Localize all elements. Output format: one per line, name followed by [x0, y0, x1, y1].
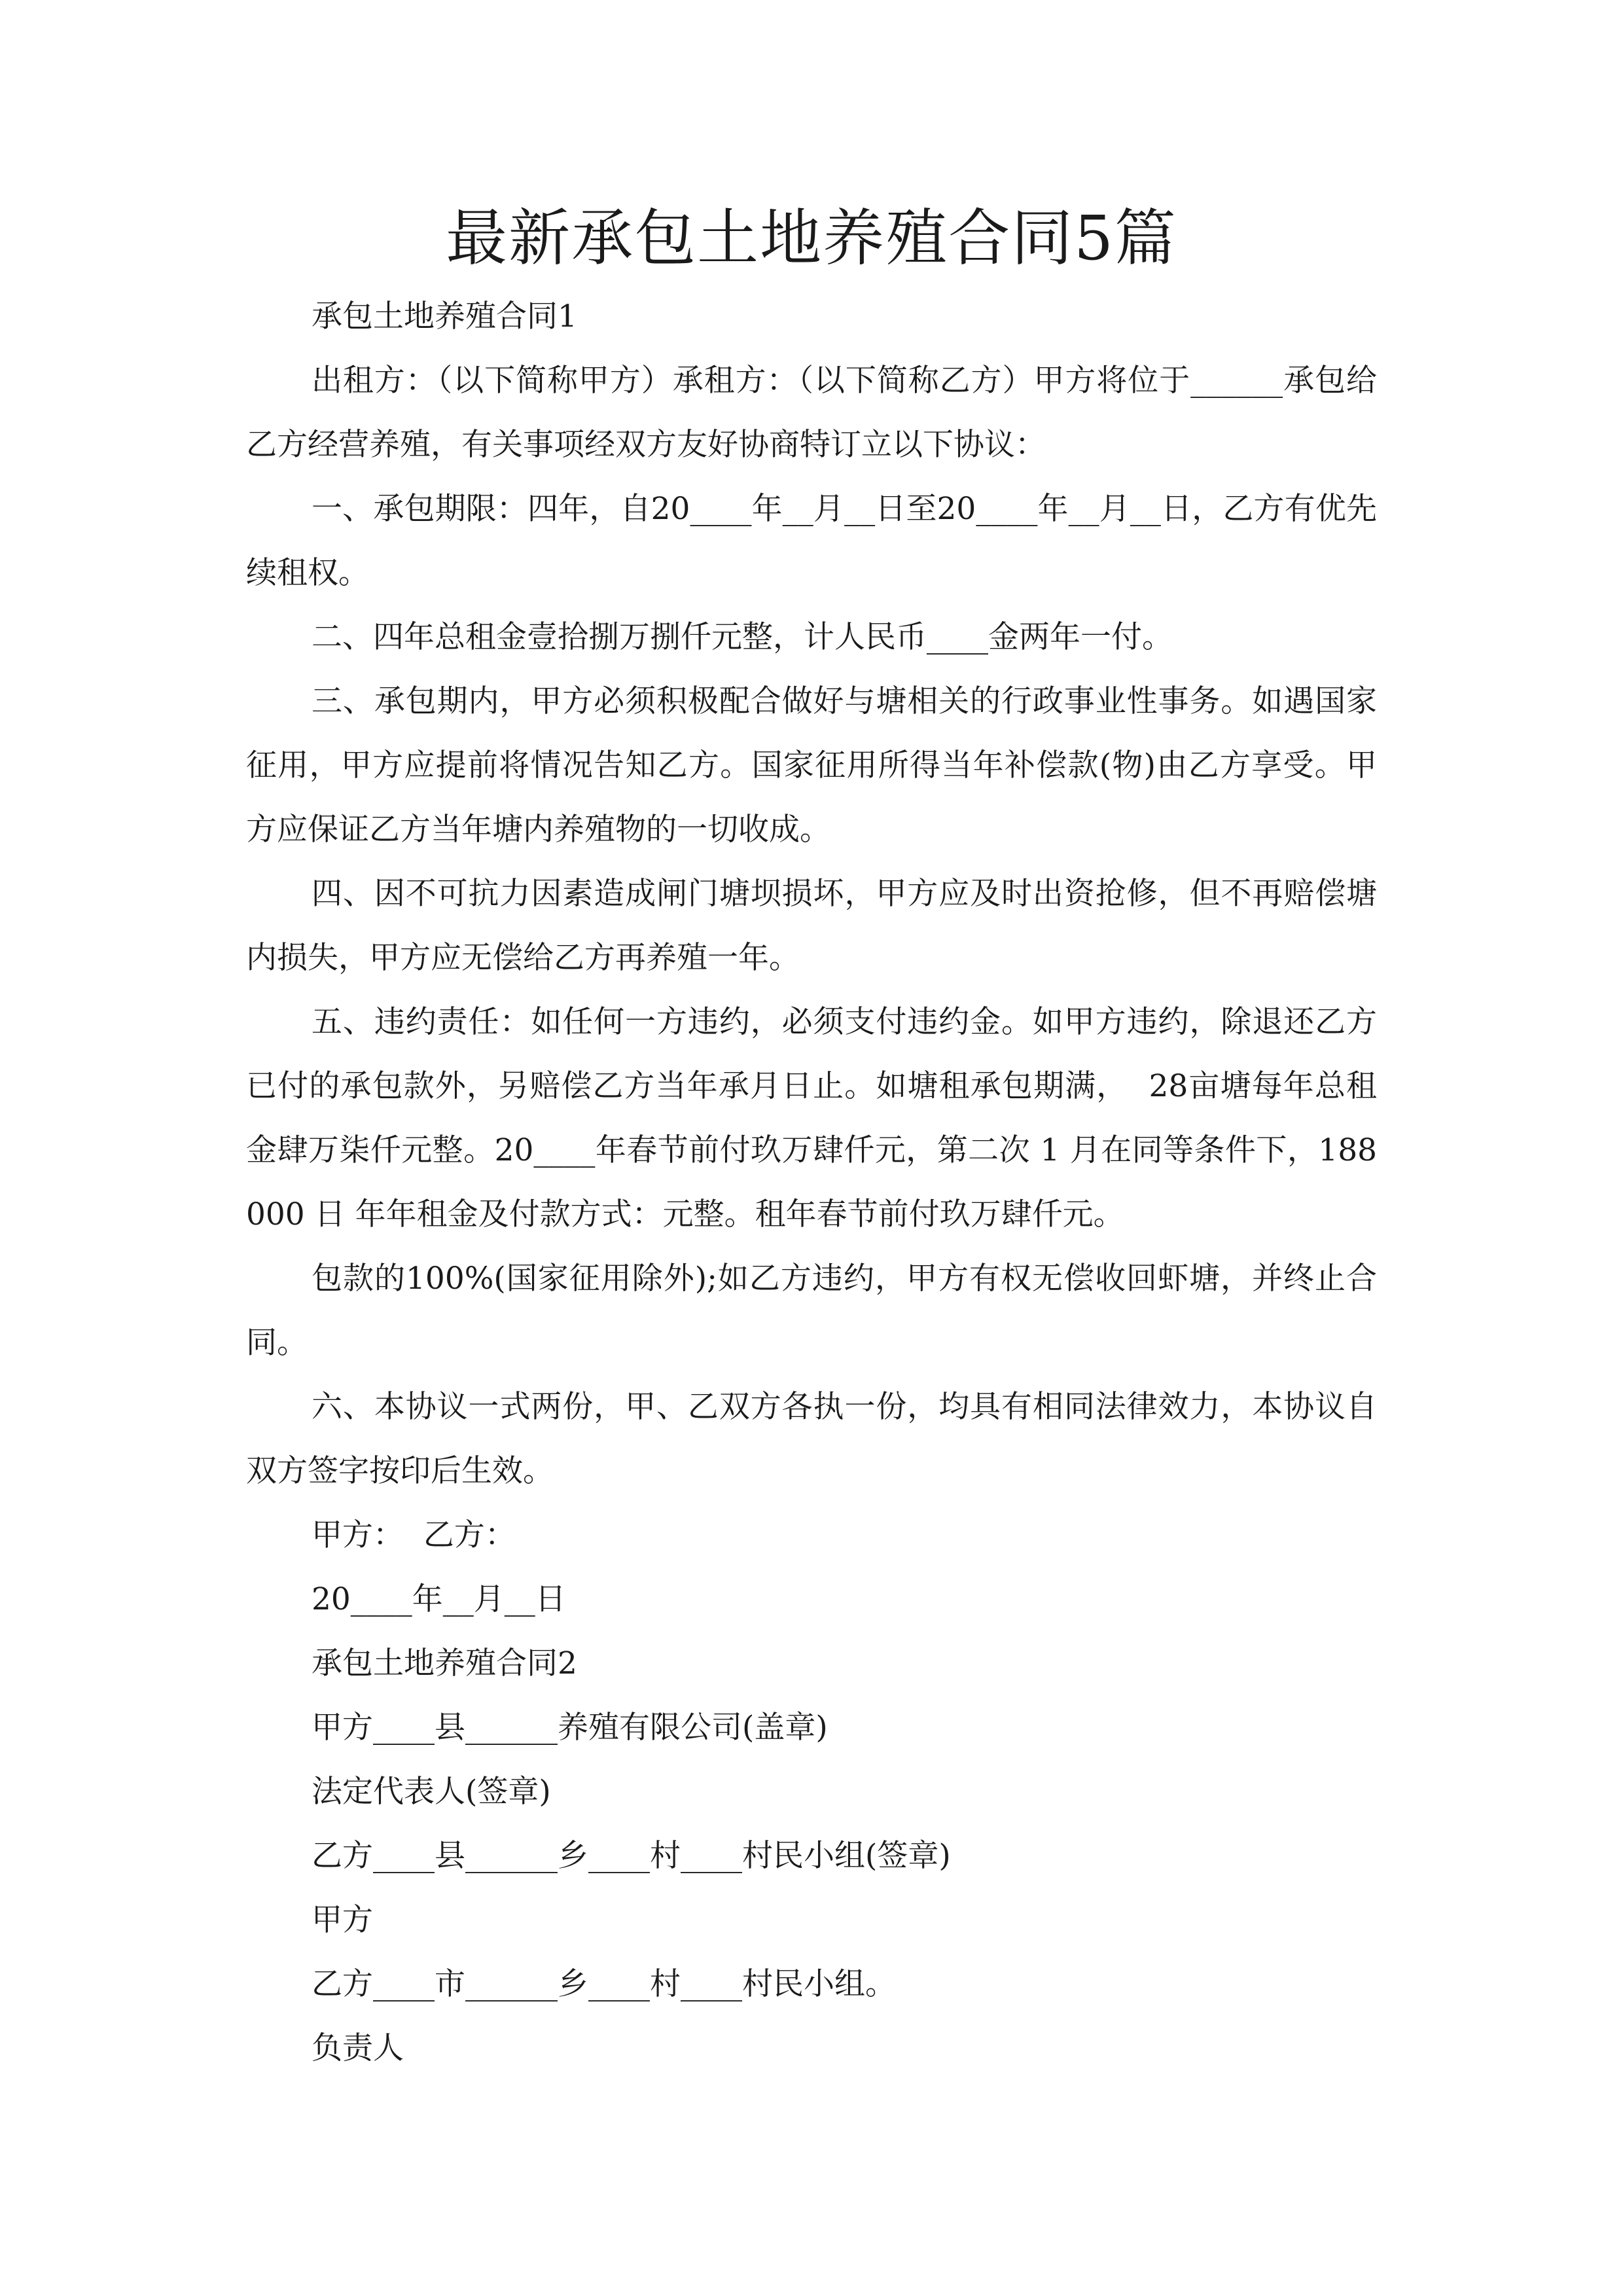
responsible-person: 负责人 [312, 2030, 404, 2066]
section-heading-contract-1: 承包土地养殖合同1 [312, 298, 577, 334]
clause-2-rent: 二、四年总租金壹拾捌万捌仟元整，计人民币____金两年一付。 [312, 619, 1173, 655]
party-b-group-city: 乙方____市______乡____村____村民小组。 [312, 1966, 896, 2002]
clause-3-obligations: 三、承包期内，甲方必须积极配合做好与塘相关的行政事业性事务。如遇国家征用，甲方应提前将情况告知乙方。国家征用所得当年补偿款(物)由乙方享受。甲方应保证乙方当年塘内养殖物的一切收成。 [246, 683, 1377, 848]
party-a-company: 甲方____县______养殖有限公司(盖章) [312, 1710, 828, 1746]
document-title: 最新承包土地养殖合同5篇 [446, 203, 1177, 274]
section-heading-contract-2: 承包土地养殖合同2 [312, 1645, 577, 1681]
clause-5-continued: 包款的100%(国家征用除外);如乙方违约，甲方有权无偿收回虾塘，并终止合同。 [246, 1261, 1377, 1361]
clause-6-effect: 六、本协议一式两份，甲、乙双方各执一份，均具有相同法律效力，本协议自双方签字按印后生效。 [246, 1389, 1377, 1489]
clause-4-force-majeure: 四、因不可抗力因素造成闸门塘坝损坏，甲方应及时出资抢修，但不再赔偿塘内损失，甲方应无偿给乙方再养殖一年。 [246, 876, 1377, 976]
clause-5-breach: 五、违约责任：如任何一方违约，必须支付违约金。如甲方违约，除退还乙方已付的承包款外，另赔偿乙方当年承月日止。如塘租承包期满， 28亩塘每年总租金肆万柒仟元整。20____年春节前付玖万肆仟元，第二次 1 月在同等条件下，188000 日 年年租金及付款方式：元整。租年春节前付玖万肆仟元。 [246, 1004, 1377, 1232]
party-b-group: 乙方____县______乡____村____村民小组(签章) [312, 1838, 951, 1874]
paragraph-parties: 出租方：（以下简称甲方）承租方：（以下简称乙方）甲方将位于______承包给乙方经营养殖，有关事项经双方友好协商特订立以下协议： [246, 363, 1377, 463]
date-line: 20____年__月__日 [312, 1581, 566, 1617]
document-body [246, 285, 1377, 2081]
clause-1-term: 一、承包期限：四年，自20____年__月__日至20____年__月__日，乙方有优先续租权。 [246, 491, 1377, 591]
signature-line: 甲方： 乙方： [312, 1517, 516, 1553]
legal-representative: 法定代表人(签章) [312, 1774, 551, 1810]
party-a-label: 甲方 [312, 1902, 373, 1938]
